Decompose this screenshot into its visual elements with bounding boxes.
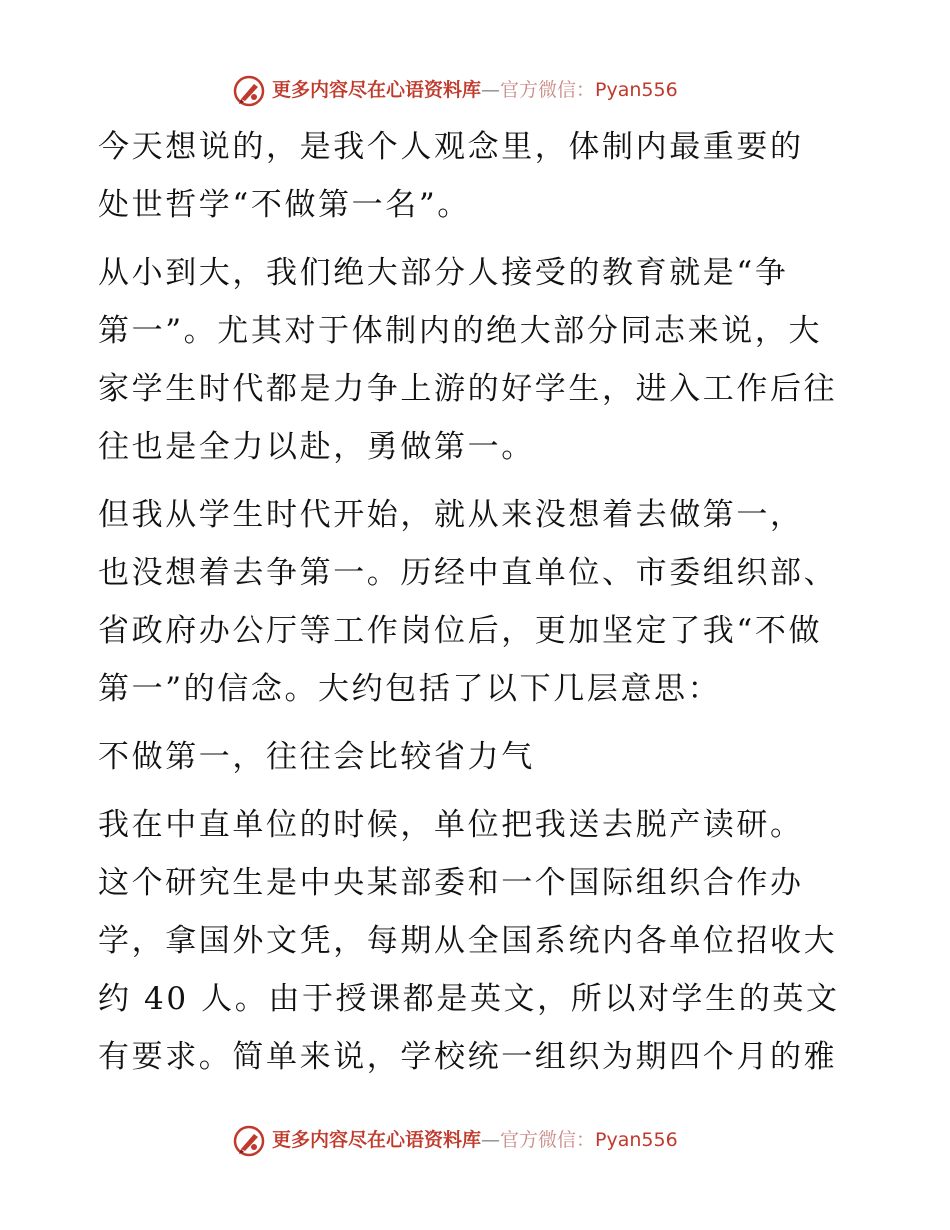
paragraph-belief: 但我从学生时代开始，就从来没想着去做第一， 也没想着去争第一。历经中直单位、市委组织部、 省政府办公厅等工作岗位后，更加坚定了我“不做 第一”的信念。大约包括了以下几层意思： bbox=[98, 497, 838, 707]
header-banner bbox=[0, 72, 950, 108]
banner-wechat-label: 官方微信： bbox=[500, 79, 596, 101]
banner-dash: — bbox=[481, 79, 501, 101]
paragraph-background: 从小到大，我们绝大部分人接受的教育就是“争 第一”。尤其对于体制内的绝大部分同志来说，大 家学生时代都是力争上游的好学生，进入工作后往 往也是全力以赴，勇做第一。 bbox=[98, 255, 838, 465]
banner-slogan: 更多内容尽在心语资料库 bbox=[272, 79, 482, 101]
pen-logo-icon bbox=[232, 1124, 266, 1158]
pen-logo-icon bbox=[232, 74, 266, 108]
banner-wechat-id: Pyan556 bbox=[595, 79, 678, 101]
banner-text bbox=[272, 78, 678, 102]
banner-dash: — bbox=[481, 1129, 501, 1151]
document-body bbox=[98, 118, 858, 1096]
banner-text bbox=[272, 1128, 678, 1152]
banner-wechat-label: 官方微信： bbox=[500, 1129, 596, 1151]
paragraph-intro: 今天想说的，是我个人观念里，体制内最重要的 处世哲学“不做第一名”。 bbox=[98, 129, 804, 223]
section-heading: 不做第一，往往会比较省力气 bbox=[98, 739, 535, 775]
banner-wechat-id: Pyan556 bbox=[595, 1129, 678, 1151]
banner-slogan: 更多内容尽在心语资料库 bbox=[272, 1129, 482, 1151]
footer-banner bbox=[0, 1122, 950, 1158]
paragraph-story: 我在中直单位的时候，单位把我送去脱产读研。 这个研究生是中央某部委和一个国际组织合作办 学，拿国外文凭，每期从全国系统内各单位招收大 约 40 人。由于授课都是英文，所以对学生的英文 有要求。简单来说，学校统一组织为期四个月的雅 bbox=[98, 807, 840, 1075]
